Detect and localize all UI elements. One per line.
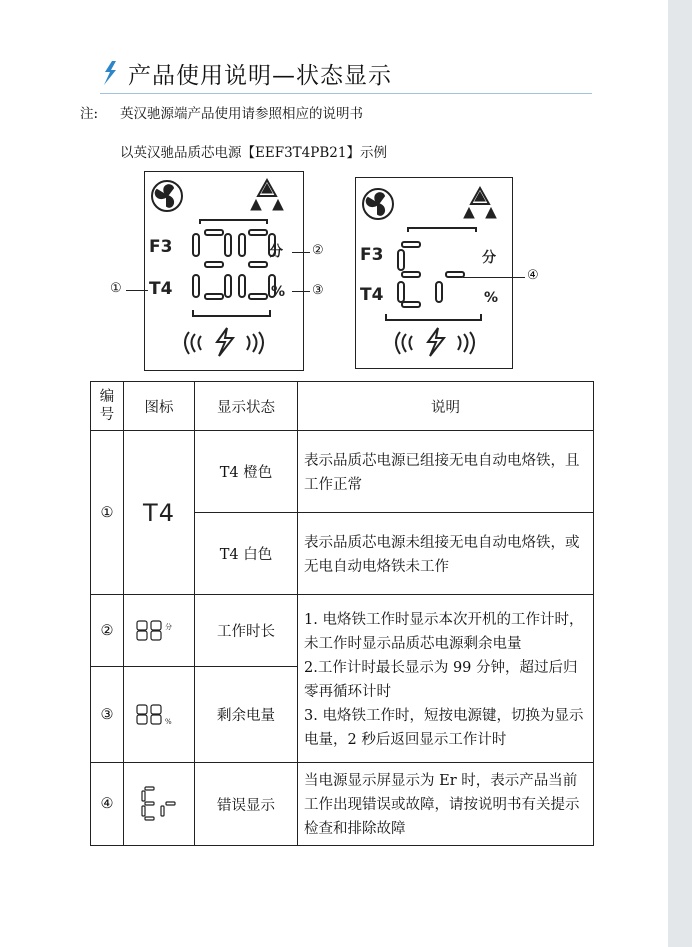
- svg-text:%: %: [165, 717, 172, 726]
- callout-4-line: [463, 277, 525, 278]
- page-edge-bar: [668, 0, 692, 947]
- seven-seg-digits: [193, 230, 275, 299]
- svg-text:分: 分: [165, 622, 172, 631]
- icon-t4: [124, 431, 195, 595]
- status-cell: T4 橙色: [195, 431, 298, 513]
- desc-cell-merged: [298, 595, 594, 763]
- note-label: 注:: [80, 106, 99, 122]
- callout-1: ①: [110, 281, 122, 296]
- callout-2: ②: [312, 243, 324, 258]
- note: [80, 102, 363, 122]
- lightning-bolt-icon: [217, 328, 233, 356]
- header-icon: 图标: [124, 382, 195, 431]
- lightning-bolt-icon: [428, 328, 444, 356]
- display-panel-normal: [144, 171, 304, 371]
- digits-88-min-icon: [135, 619, 183, 643]
- row-num: ①: [91, 431, 124, 595]
- page-title: 产品使用说明—状态显示: [128, 62, 392, 89]
- recycle-triangle-icon: [464, 188, 496, 218]
- title-underline: [100, 93, 592, 94]
- fan-icon: [152, 181, 182, 211]
- desc-line: 3. 电烙铁工作时，短按电源键，切换为显示电量，2 秒后返回显示工作计时: [304, 707, 584, 748]
- desc-cell: 当电源显示屏显示为 Er 时，表示产品当前工作出现错误或故障，请按说明书有关提示检查和排除故障: [298, 763, 594, 846]
- min-label: 分: [269, 244, 283, 260]
- status-cell: T4 白色: [195, 513, 298, 595]
- table-row: [91, 431, 594, 513]
- error-segments: [398, 242, 464, 307]
- callout-2-line: [292, 252, 310, 253]
- error-icon: [124, 763, 195, 846]
- f3-label: F3: [360, 245, 384, 265]
- header-num: 编号: [91, 382, 124, 431]
- timer-digits-icon: [124, 595, 195, 667]
- status-cell: 错误显示: [195, 763, 298, 846]
- fan-icon: [363, 189, 393, 219]
- callout-3-line: [292, 291, 310, 292]
- pct-label: %: [271, 284, 286, 300]
- callout-3: ③: [312, 283, 324, 298]
- digits-88-pct-icon: [135, 703, 183, 727]
- f3-label: F3: [149, 237, 173, 257]
- t4-label: T4: [360, 285, 384, 305]
- status-cell: 工作时长: [195, 595, 298, 667]
- header-desc: 说明: [298, 382, 594, 431]
- display-panel-error: [355, 177, 513, 369]
- status-table: [90, 381, 594, 846]
- table-row: [91, 763, 594, 846]
- pct-label: %: [484, 290, 499, 306]
- title-row: [100, 56, 392, 90]
- error-segments-icon: [139, 785, 179, 823]
- table-row: [91, 595, 594, 667]
- battery-digits-icon: [124, 667, 195, 763]
- recycle-triangle-icon: [251, 180, 283, 210]
- example-caption: 以英汉驰品质芯电源【EEF3T4PB21】示例: [120, 145, 387, 161]
- desc-line: 2.工作计时最长显示为 99 分钟，超过后归零再循环计时: [304, 659, 578, 700]
- t4-icon-text: T4: [143, 498, 175, 527]
- desc-cell: 表示品质芯电源已组接无电自动电烙铁，且工作正常: [298, 431, 594, 513]
- desc-cell: 表示品质芯电源未组接无电自动电烙铁，或无电自动电烙铁未工作: [298, 513, 594, 595]
- lightning-icon: [100, 60, 122, 86]
- status-cell: 剩余电量: [195, 667, 298, 763]
- callout-1-line: [126, 290, 148, 291]
- row-num: ③: [91, 667, 124, 763]
- note-text: 英汉驰源端产品使用请参照相应的说明书: [120, 106, 363, 122]
- callout-4: ④: [527, 268, 539, 283]
- min-label: 分: [482, 250, 496, 266]
- t4-label: T4: [149, 279, 173, 299]
- row-num: ④: [91, 763, 124, 846]
- desc-line: 1. 电烙铁工作时显示本次开机的工作计时，未工作时显示品质芯电源剩余电量: [304, 611, 584, 652]
- table-header-row: [91, 382, 594, 431]
- header-status: 显示状态: [195, 382, 298, 431]
- row-num: ②: [91, 595, 124, 667]
